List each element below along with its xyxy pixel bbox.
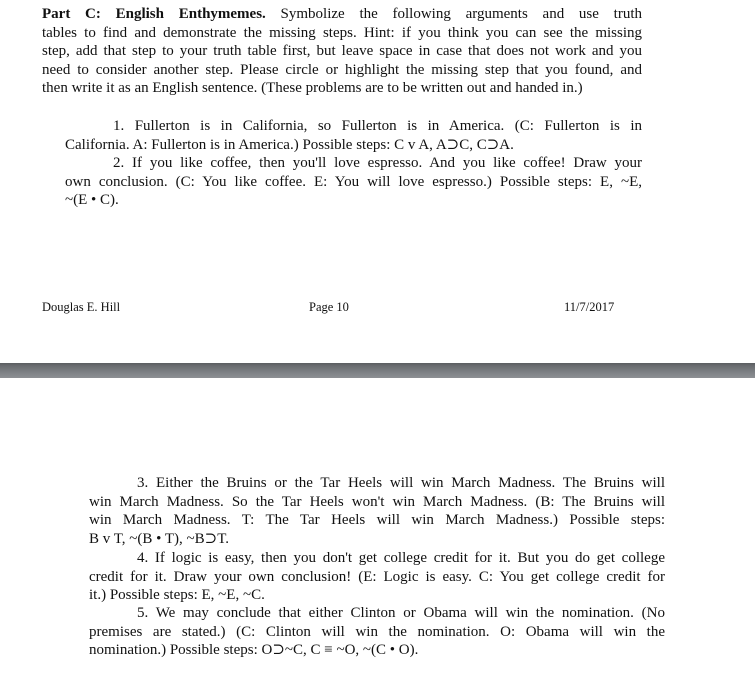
- problem-line: 2. If you like coffee, then you'll love espresso. And you like coffee! Draw your: [113, 155, 642, 171]
- problem-line: 4. If logic is easy, then you don't get college credit for it. But you do get college: [137, 550, 665, 566]
- problem-line: ~(E • C).: [65, 192, 119, 209]
- footer-page-number: Page 10: [309, 300, 349, 314]
- problem-line: 3. Either the Bruins or the Tar Heels will win March Madness. The Bruins will: [137, 475, 665, 491]
- intro-line: step, add that step to your truth table first, but leave space in case that does not work and you: [42, 43, 642, 60]
- problem-line: nomination.) Possible steps: O⊃~C, C ≡ ~O, ~(C • O).: [89, 642, 419, 659]
- problem-3: [89, 474, 665, 548]
- intro-line: need to consider another step. Please circle or highlight the missing step that you found, and: [42, 61, 642, 78]
- problem-4: [89, 549, 665, 605]
- problem-line: 1. Fullerton is in California, so Fullerton is in America. (C: Fullerton is in: [113, 118, 642, 134]
- problem-line: premises are stated.) (C: Clinton will win the nomination. O: Obama will win the: [89, 623, 665, 640]
- problem-line: B v T, ~(B • T), ~B⊃T.: [89, 530, 230, 547]
- footer-date: 11/7/2017: [564, 300, 615, 314]
- intro-paragraph: [42, 5, 642, 98]
- problem-line: 5. We may conclude that either Clinton or Obama will win the nomination. (No: [137, 605, 665, 621]
- problem-5: [89, 604, 665, 660]
- problem-line: California. A: Fullerton is in America.) Possible steps: C v A, A⊃C, C⊃A.: [65, 136, 514, 153]
- section-heading: Part C: English Enthymemes.: [42, 6, 266, 22]
- problem-line: win March Madness. So the Tar Heels won't win March Madness. (B: The Bruins will: [89, 493, 665, 510]
- footer-author: Douglas E. Hill: [42, 300, 121, 314]
- problem-line: own conclusion. (C: You like coffee. E: You will love espresso.) Possible steps: E, ~E,: [65, 173, 642, 190]
- page-separator: [0, 363, 755, 378]
- problem-2: [65, 154, 642, 210]
- intro-line: tables to find and demonstrate the missing steps. Hint: if you think you can see the missing: [42, 24, 642, 41]
- intro-line: Part C: English Enthymemes. Symbolize the following arguments and use truth: [42, 6, 642, 22]
- problem-1: [65, 117, 642, 154]
- problem-line: credit for it. Draw your own conclusion! (E: Logic is easy. C: You get college credit for: [89, 568, 665, 585]
- problem-line: win March Madness. T: The Tar Heels will win March Madness.) Possible steps:: [89, 512, 665, 529]
- intro-line: then write it as an English sentence. (These problems are to be written out and handed in.): [42, 80, 583, 97]
- page-11: [0, 378, 755, 675]
- problem-line: it.) Possible steps: E, ~E, ~C.: [89, 587, 265, 604]
